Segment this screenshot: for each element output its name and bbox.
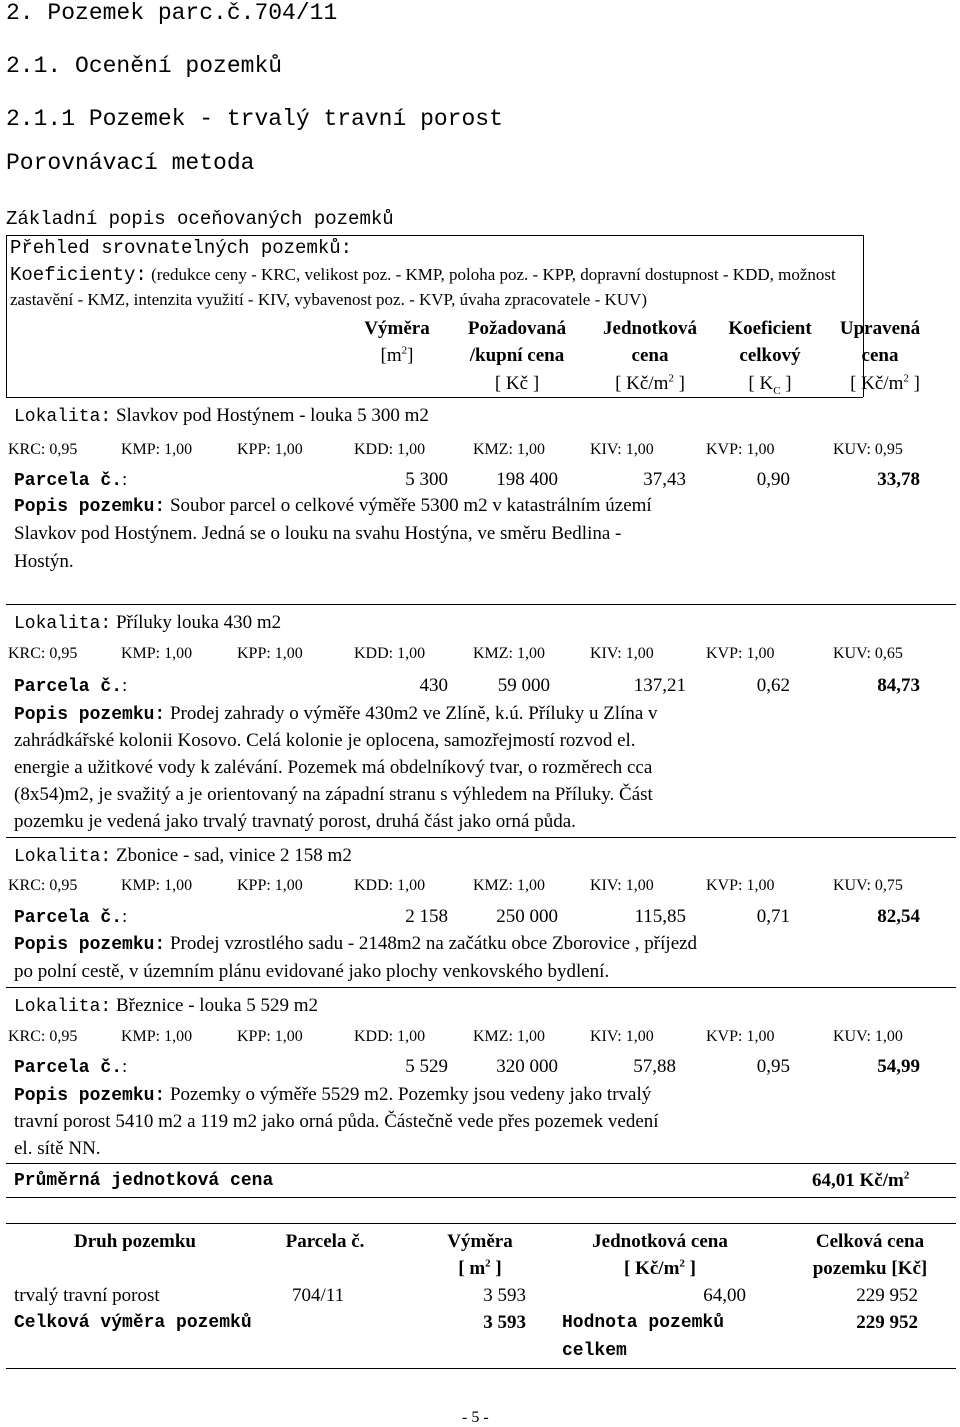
parcela-1-label-text: Parcela č. — [14, 471, 123, 491]
lokalita-1-label: Lokalita: — [14, 407, 112, 427]
average-value — [812, 1170, 909, 1192]
summary-col-parcela: Parcela č. — [285, 1231, 365, 1252]
parcela-4-upravena: 54,99 — [877, 1056, 920, 1077]
coef-kpp: KPP: 1,00 — [237, 441, 303, 458]
lokalita-3 — [14, 845, 352, 867]
coef-kiv: KIV: 1,00 — [590, 877, 654, 894]
popis-2-line-4: (8x54)m2, je svažitý a je orientovaný na západní stranu s výhledem na Příluky. Část — [14, 784, 653, 805]
summary-col-druh: Druh pozemku — [74, 1231, 196, 1252]
summary-col-vymera-2-text: [ m — [458, 1258, 486, 1279]
col-upravena-3-sup: 2 — [903, 372, 909, 385]
parcela-1-jednotkova: 37,43 — [643, 469, 686, 490]
divider-4 — [6, 987, 956, 988]
col-upravena-3-text: [ Kč/m — [850, 373, 904, 394]
average-value-sup: 2 — [903, 1169, 910, 1182]
col-vymera-unit-sup: 2 — [401, 344, 408, 357]
coef-krc: KRC: 0,95 — [8, 877, 78, 894]
coef-kdd: KDD: 1,00 — [354, 441, 426, 458]
parcela-2-colon: : — [122, 675, 128, 696]
divider-average — [6, 1163, 956, 1164]
page-number: - 5 - — [462, 1409, 489, 1426]
col-koeficient-3-end: ] — [780, 373, 792, 394]
popis-2-label: Popis pozemku: — [14, 705, 166, 725]
box-left-border — [6, 235, 7, 397]
summary-row-druh: trvalý travní porost — [14, 1285, 160, 1306]
col-vymera-unit-end: ] — [407, 345, 414, 366]
coef-kuv: KUV: 0,65 — [833, 645, 903, 662]
parcela-3-label-text: Parcela č. — [14, 908, 123, 928]
coef-kiv: KIV: 1,00 — [590, 441, 654, 458]
average-value-text: 64,01 Kč/m — [812, 1170, 904, 1191]
lokalita-3-label: Lokalita: — [14, 847, 112, 867]
average-label: Průměrná jednotková cena — [14, 1171, 274, 1191]
coef-kiv: KIV: 1,00 — [590, 645, 654, 662]
coef-kmz: KMZ: 1,00 — [473, 441, 545, 458]
summary-row-jednotkova: 64,00 — [703, 1285, 746, 1306]
coef-krc: KRC: 0,95 — [8, 1028, 78, 1045]
col-koeficient-3-sub: C — [773, 384, 781, 397]
popis-2-line-3: energie a užitkové vody k zalévání. Pozemek má obdelníkový tvar, o rozměrech cca — [14, 757, 653, 778]
summary-total-vymera: 3 593 — [483, 1312, 526, 1333]
col-koeficient-3 — [710, 373, 830, 395]
col-jednotkova-3-end: ] — [673, 373, 685, 394]
summary-col-vymera-2-sup: 2 — [485, 1257, 491, 1270]
parcela-2-label — [14, 675, 127, 697]
col-pozadovana-1: Požadovaná — [467, 318, 567, 339]
parcela-2-label-text: Parcela č. — [14, 677, 123, 697]
coef-kdd: KDD: 1,00 — [354, 877, 426, 894]
heading-porovnavaci-metoda: Porovnávací metoda — [6, 150, 255, 176]
popis-1-line-3: Hostýn. — [14, 551, 74, 572]
koeficienty-line-2: zastavění - KMZ, intenzita využití - KIV, vybavenost poz. - KVP, úvaha zpracovatele - KUV) — [10, 290, 647, 309]
heading-pozemek: 2. Pozemek parc.č.704/11 — [6, 0, 338, 26]
coef-kuv: KUV: 1,00 — [833, 1028, 903, 1045]
col-pozadovana-3: [ Kč ] — [494, 373, 540, 394]
coef-kmp: KMP: 1,00 — [121, 645, 193, 662]
parcela-1-upravena: 33,78 — [877, 469, 920, 490]
parcela-2-jednotkova: 137,21 — [633, 675, 686, 696]
summary-row-vymera: 3 593 — [483, 1285, 526, 1306]
col-koeficient-1: Koeficient — [728, 318, 812, 339]
col-upravena-3-end: ] — [908, 373, 920, 394]
coef-krc: KRC: 0,95 — [8, 441, 78, 458]
heading-zakladni-popis: Základní popis oceňovaných pozemků — [6, 208, 394, 230]
divider-average-bottom — [6, 1197, 956, 1198]
coef-kvp: KVP: 1,00 — [706, 645, 775, 662]
parcela-2-koef: 0,62 — [756, 675, 790, 696]
summary-col-jednotkova-2 — [560, 1258, 760, 1280]
parcela-2-cena: 59 000 — [497, 675, 550, 696]
coef-kiv: KIV: 1,00 — [590, 1028, 654, 1045]
summary-total-hodnota-1: Hodnota pozemků — [562, 1313, 725, 1333]
coef-kmp: KMP: 1,00 — [121, 441, 193, 458]
lokalita-2 — [14, 612, 281, 634]
summary-total-label: Celková výměra pozemků — [14, 1313, 252, 1333]
coef-kmz: KMZ: 1,00 — [473, 877, 545, 894]
popis-4-line-1 — [14, 1084, 651, 1106]
parcela-1-vymera: 5 300 — [405, 469, 448, 490]
parcela-3-vymera: 2 158 — [405, 906, 448, 927]
koeficienty-label: Koeficienty: — [10, 264, 147, 286]
popis-4-text-1: Pozemky o výměře 5529 m2. Pozemky jsou vedeny jako trvalý — [165, 1084, 652, 1105]
coef-kvp: KVP: 1,00 — [706, 877, 775, 894]
popis-3-line-2: po polní cestě, v územním plánu evidované jako plochy venkovského bydlení. — [14, 961, 610, 982]
parcela-1-koef: 0,90 — [756, 469, 790, 490]
summary-col-jednotkova-2-end: ] — [684, 1258, 696, 1279]
col-vymera: Výměra — [364, 318, 430, 339]
parcela-3-colon: : — [122, 906, 128, 927]
coef-krc: KRC: 0,95 — [8, 645, 78, 662]
popis-2-line-5: pozemku je vedená jako trvalý travnatý porost, druhá část jako orná půda. — [14, 811, 576, 832]
summary-total-hodnota-2: celkem — [562, 1341, 627, 1361]
popis-3-text-1: Prodej vzrostlého sadu - 2148m2 na začátku obce Zborovice , příjezd — [165, 933, 698, 954]
coef-kmz: KMZ: 1,00 — [473, 645, 545, 662]
col-koeficient-2: celkový — [739, 345, 801, 366]
parcela-4-colon: : — [122, 1056, 128, 1077]
coef-kmp: KMP: 1,00 — [121, 1028, 193, 1045]
summary-col-vymera-1: Výměra — [447, 1231, 513, 1252]
parcela-1-cena: 198 400 — [496, 469, 558, 490]
parcela-1-label — [14, 469, 127, 491]
lokalita-3-name: Zbonice - sad, vinice 2 158 m2 — [111, 845, 352, 866]
parcela-1-colon: : — [122, 469, 128, 490]
lokalita-2-name: Příluky louka 430 m2 — [111, 612, 282, 633]
parcela-4-label-text: Parcela č. — [14, 1058, 123, 1078]
divider-3 — [6, 837, 956, 838]
summary-col-vymera-2 — [420, 1258, 540, 1280]
col-koeficient-3-text: [ K — [748, 373, 774, 394]
col-pozadovana-2: /kupní cena — [469, 345, 565, 366]
popis-3-label: Popis pozemku: — [14, 935, 166, 955]
lokalita-1-name: Slavkov pod Hostýnem - louka 5 300 m2 — [111, 405, 429, 426]
summary-total-celkova: 229 952 — [856, 1312, 918, 1333]
lokalita-1 — [14, 405, 429, 427]
popis-1-label: Popis pozemku: — [14, 497, 166, 517]
coef-kmz: KMZ: 1,00 — [473, 1028, 545, 1045]
lokalita-4-label: Lokalita: — [14, 997, 112, 1017]
col-vymera-unit-text: [m — [380, 345, 402, 366]
col-upravena-3 — [830, 373, 940, 395]
coef-kvp: KVP: 1,00 — [706, 441, 775, 458]
summary-top-border — [6, 1223, 956, 1224]
parcela-4-jednotkova: 57,88 — [633, 1056, 676, 1077]
lokalita-4 — [14, 995, 318, 1017]
parcela-4-cena: 320 000 — [496, 1056, 558, 1077]
parcela-4-koef: 0,95 — [756, 1056, 790, 1077]
parcela-2-upravena: 84,73 — [877, 675, 920, 696]
col-upravena-2: cena — [861, 345, 899, 366]
coef-kdd: KDD: 1,00 — [354, 645, 426, 662]
popis-4-line-3: el. sítě NN. — [14, 1138, 101, 1159]
popis-4-line-2: travní porost 5410 m2 a 119 m2 jako orná půda. Částečně vede přes pozemek vedení — [14, 1111, 659, 1132]
prehled-title: Přehled srovnatelných pozemků: — [10, 237, 353, 259]
popis-1-line-2: Slavkov pod Hostýnem. Jedná se o louku na svahu Hostýna, ve směru Bedlina - — [14, 523, 622, 544]
popis-1-line-1 — [14, 495, 652, 517]
heading-oceneni: 2.1. Ocenění pozemků — [6, 53, 283, 79]
heading-trvaly-travni-porost: 2.1.1 Pozemek - trvalý travní porost — [6, 106, 503, 132]
summary-col-jednotkova-1: Jednotková cena — [592, 1231, 728, 1252]
parcela-3-koef: 0,71 — [756, 906, 790, 927]
parcela-3-jednotkova: 115,85 — [634, 906, 686, 927]
summary-row-parcela: 704/11 — [292, 1285, 345, 1306]
parcela-3-cena: 250 000 — [496, 906, 558, 927]
summary-col-celkova-2: pozemku [Kč] — [812, 1258, 928, 1279]
koeficienty-line-1 — [10, 264, 836, 286]
koeficienty-text-1: (redukce ceny - KRC, velikost poz. - KMP, poloha poz. - KPP, dopravní dostupnost - KDD, možnost — [146, 265, 836, 284]
summary-col-jednotkova-2-text: [ Kč/m — [624, 1258, 680, 1279]
lokalita-2-label: Lokalita: — [14, 614, 112, 634]
col-vymera-unit — [352, 345, 442, 367]
popis-4-label: Popis pozemku: — [14, 1086, 166, 1106]
summary-row-celkova: 229 952 — [856, 1285, 918, 1306]
parcela-3-upravena: 82,54 — [877, 906, 920, 927]
box-top-border — [6, 235, 863, 236]
col-jednotkova-3 — [585, 373, 715, 395]
coef-kpp: KPP: 1,00 — [237, 1028, 303, 1045]
col-jednotkova-2: cena — [631, 345, 669, 366]
lokalita-4-name: Březnice - louka 5 529 m2 — [111, 995, 319, 1016]
parcela-4-label — [14, 1056, 127, 1078]
parcela-3-label — [14, 906, 127, 928]
summary-bottom-border — [6, 1368, 956, 1369]
coef-kvp: KVP: 1,00 — [706, 1028, 775, 1045]
popis-1-text-1: Soubor parcel o celkové výměře 5300 m2 v katastrálním území — [165, 495, 652, 516]
coef-kuv: KUV: 0,75 — [833, 877, 903, 894]
summary-col-jednotkova-2-sup: 2 — [679, 1257, 685, 1270]
col-jednotkova-3-sup: 2 — [668, 372, 674, 385]
coef-kdd: KDD: 1,00 — [354, 1028, 426, 1045]
coef-kpp: KPP: 1,00 — [237, 877, 303, 894]
col-upravena-1: Upravená — [839, 318, 921, 339]
parcela-2-vymera: 430 — [419, 675, 448, 696]
box-bottom-border — [6, 397, 863, 398]
divider-2 — [6, 604, 956, 605]
col-jednotkova-1: Jednotková — [603, 318, 697, 339]
parcela-4-vymera: 5 529 — [405, 1056, 448, 1077]
coef-kpp: KPP: 1,00 — [237, 645, 303, 662]
summary-col-vymera-2-end: ] — [490, 1258, 502, 1279]
popis-2-line-1 — [14, 703, 658, 725]
popis-2-text-1: Prodej zahrady o výměře 430m2 ve Zlíně, k.ú. Příluky u Zlína v — [165, 703, 658, 724]
col-jednotkova-3-text: [ Kč/m — [615, 373, 669, 394]
coef-kmp: KMP: 1,00 — [121, 877, 193, 894]
popis-3-line-1 — [14, 933, 697, 955]
coef-kuv: KUV: 0,95 — [833, 441, 903, 458]
popis-2-line-2: zahrádkářské kolonii Kosovo. Celá kolonie je oplocena, samozřejmostí rozvod el. — [14, 730, 636, 751]
summary-col-celkova-1: Celková cena — [815, 1231, 925, 1252]
